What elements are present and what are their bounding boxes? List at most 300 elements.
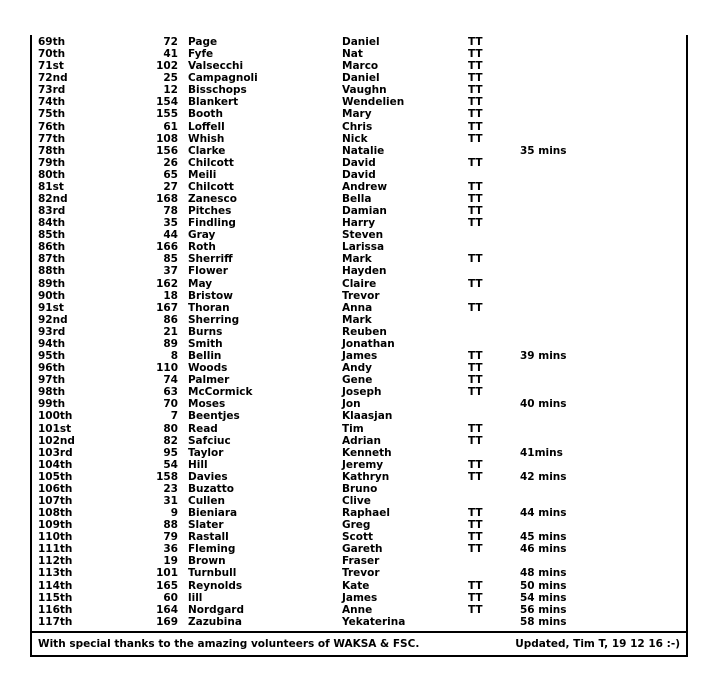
cell-surname: Hill xyxy=(188,458,208,471)
cell-time xyxy=(520,181,686,193)
cell-time: 42 mins xyxy=(520,470,567,483)
cell-time: 50 mins xyxy=(520,579,567,592)
cell-time xyxy=(520,96,686,108)
cell-position: 78th xyxy=(38,144,66,157)
cell-time xyxy=(520,314,686,326)
cell-surname: Reynolds xyxy=(188,579,243,592)
cell-race-number: 110 xyxy=(156,362,178,375)
cell-first-name: Anna xyxy=(342,301,373,314)
table-row xyxy=(32,229,686,241)
cell-time xyxy=(520,169,686,181)
cell-surname: Sherriff xyxy=(188,253,233,266)
cell-race-number: 164 xyxy=(156,603,178,616)
cell-tt-flag: TT xyxy=(468,217,483,230)
cell-race-number: 108 xyxy=(156,132,178,145)
table-row xyxy=(32,60,686,72)
cell-race-number: 25 xyxy=(163,72,178,85)
cell-race-number: 35 xyxy=(163,217,178,230)
table-footer xyxy=(32,631,686,657)
cell-gap xyxy=(178,483,188,495)
cell-tt-flag xyxy=(468,229,520,241)
cell-surname: Valsecchi xyxy=(188,60,244,73)
cell-surname: Palmer xyxy=(188,374,230,387)
cell-race-number: 85 xyxy=(163,253,178,266)
cell-surname: Brown xyxy=(188,555,226,568)
cell-position: 76th xyxy=(38,120,66,133)
cell-race-number: 60 xyxy=(163,591,178,604)
cell-position: 104th xyxy=(38,458,73,471)
cell-time xyxy=(520,495,686,507)
cell-tt-flag: TT xyxy=(468,96,483,109)
cell-first-name: Clive xyxy=(342,494,371,507)
table-row xyxy=(32,193,686,205)
cell-gap xyxy=(178,314,188,326)
table-row xyxy=(32,253,686,265)
cell-position: 84th xyxy=(38,217,66,230)
cell-first-name: Jon xyxy=(342,398,361,411)
table-row xyxy=(32,495,686,507)
cell-surname: Zanesco xyxy=(188,193,237,206)
table-row xyxy=(32,567,686,579)
cell-position: 106th xyxy=(38,482,73,495)
table-row xyxy=(32,181,686,193)
cell-time xyxy=(520,121,686,133)
cell-gap xyxy=(178,157,188,169)
cell-position: 97th xyxy=(38,374,66,387)
table-row xyxy=(32,133,686,145)
cell-first-name: Larissa xyxy=(342,241,385,254)
cell-surname: Findling xyxy=(188,217,236,230)
cell-tt-flag xyxy=(468,326,520,338)
cell-gap xyxy=(178,60,188,72)
cell-race-number: 79 xyxy=(163,531,178,544)
cell-first-name: Nick xyxy=(342,132,368,145)
cell-position: 109th xyxy=(38,519,73,532)
cell-first-name: Bella xyxy=(342,193,372,206)
cell-surname: Campagnoli xyxy=(188,72,258,85)
table-row xyxy=(32,157,686,169)
cell-race-number: 12 xyxy=(163,84,178,97)
cell-race-number: 167 xyxy=(156,301,178,314)
cell-first-name: Daniel xyxy=(342,72,380,85)
cell-race-number: 158 xyxy=(156,470,178,483)
cell-tt-flag: TT xyxy=(468,579,483,592)
cell-time: 56 mins xyxy=(520,603,567,616)
table-row xyxy=(32,519,686,531)
cell-time xyxy=(520,555,686,567)
cell-tt-flag: TT xyxy=(468,543,483,556)
cell-tt-flag: TT xyxy=(468,156,483,169)
cell-surname: Davies xyxy=(188,470,228,483)
cell-race-number: 72 xyxy=(163,36,178,48)
cell-position: 91st xyxy=(38,301,64,314)
cell-position: 79th xyxy=(38,156,66,169)
cell-gap xyxy=(178,193,188,205)
cell-position: 92nd xyxy=(38,313,68,326)
cell-gap xyxy=(178,133,188,145)
cell-first-name: Chris xyxy=(342,120,373,133)
cell-first-name: David xyxy=(342,168,376,181)
cell-race-number: 18 xyxy=(163,289,178,302)
cell-gap xyxy=(178,410,188,422)
cell-surname: Fleming xyxy=(188,543,236,556)
cell-tt-flag: TT xyxy=(468,205,483,218)
cell-first-name: Wendelien xyxy=(342,96,405,109)
cell-tt-flag: TT xyxy=(468,193,483,206)
cell-tt-flag: TT xyxy=(468,180,483,193)
cell-time xyxy=(520,253,686,265)
cell-race-number: 154 xyxy=(156,96,178,109)
cell-surname: Slater xyxy=(188,519,224,532)
cell-race-number: 162 xyxy=(156,277,178,290)
cell-time xyxy=(520,423,686,435)
cell-time xyxy=(520,386,686,398)
cell-surname: Bristow xyxy=(188,289,233,302)
cell-first-name: Natalie xyxy=(342,144,385,157)
cell-time xyxy=(520,374,686,386)
cell-race-number: 102 xyxy=(156,60,178,73)
cell-surname: Sherring xyxy=(188,313,240,326)
cell-tt-flag xyxy=(468,567,520,579)
cell-tt-flag: TT xyxy=(468,350,483,363)
cell-tt-flag xyxy=(468,616,520,628)
cell-gap xyxy=(178,495,188,507)
cell-position: 80th xyxy=(38,168,66,181)
results-table xyxy=(30,35,688,657)
cell-tt-flag: TT xyxy=(468,434,483,447)
cell-race-number: 21 xyxy=(163,325,178,338)
cell-surname: Page xyxy=(188,36,218,48)
cell-surname: Burns xyxy=(188,325,223,338)
cell-first-name: Nat xyxy=(342,48,363,61)
cell-surname: Nordgard xyxy=(188,603,244,616)
cell-tt-flag: TT xyxy=(468,603,483,616)
cell-time xyxy=(520,435,686,447)
cell-time xyxy=(520,48,686,60)
cell-gap xyxy=(178,253,188,265)
cell-surname: Booth xyxy=(188,108,223,121)
cell-position: 87th xyxy=(38,253,66,266)
cell-time xyxy=(520,290,686,302)
cell-tt-flag: TT xyxy=(468,374,483,387)
cell-gap xyxy=(178,374,188,386)
cell-gap xyxy=(178,459,188,471)
cell-time xyxy=(520,519,686,531)
table-row xyxy=(32,84,686,96)
cell-position: 116th xyxy=(38,603,73,616)
cell-race-number: 61 xyxy=(163,120,178,133)
cell-first-name: Daniel xyxy=(342,36,380,48)
cell-surname: Clarke xyxy=(188,144,226,157)
table-row xyxy=(32,543,686,555)
cell-time xyxy=(520,108,686,120)
cell-position: 69th xyxy=(38,36,66,48)
table-row xyxy=(32,398,686,410)
cell-tt-flag xyxy=(468,555,520,567)
cell-position: 113th xyxy=(38,567,73,580)
cell-race-number: 80 xyxy=(163,422,178,435)
cell-race-number: 95 xyxy=(163,446,178,459)
cell-position: 83rd xyxy=(38,205,66,218)
cell-gap xyxy=(178,543,188,555)
cell-time xyxy=(520,60,686,72)
cell-race-number: 101 xyxy=(156,567,178,580)
cell-race-number: 23 xyxy=(163,482,178,495)
cell-first-name: Reuben xyxy=(342,325,387,338)
cell-surname: Rastall xyxy=(188,531,229,544)
table-row xyxy=(32,314,686,326)
cell-surname: Chilcott xyxy=(188,156,234,169)
cell-surname: Gray xyxy=(188,229,216,242)
cell-tt-flag: TT xyxy=(468,253,483,266)
cell-time: 40 mins xyxy=(520,398,567,411)
table-row xyxy=(32,592,686,604)
cell-surname: Bisschops xyxy=(188,84,247,97)
cell-tt-flag: TT xyxy=(468,60,483,73)
table-row xyxy=(32,423,686,435)
cell-tt-flag: TT xyxy=(468,120,483,133)
cell-surname: Beentjes xyxy=(188,410,240,423)
cell-surname: Smith xyxy=(188,337,223,350)
cell-surname: Taylor xyxy=(188,446,224,459)
cell-gap xyxy=(178,398,188,410)
cell-tt-flag: TT xyxy=(468,422,483,435)
cell-time: 54 mins xyxy=(520,591,567,604)
table-row xyxy=(32,121,686,133)
table-row xyxy=(32,108,686,120)
table-row xyxy=(32,459,686,471)
cell-race-number: 7 xyxy=(170,410,178,423)
table-row xyxy=(32,507,686,519)
cell-time: 39 mins xyxy=(520,350,567,363)
cell-position: 74th xyxy=(38,96,66,109)
cell-race-number: 8 xyxy=(170,350,178,363)
cell-first-name: Mark xyxy=(342,313,372,326)
cell-position: 82nd xyxy=(38,193,68,206)
cell-first-name: Vaughn xyxy=(342,84,387,97)
table-row xyxy=(32,580,686,592)
cell-time: 46 mins xyxy=(520,543,567,556)
cell-gap xyxy=(178,48,188,60)
cell-first-name: Kenneth xyxy=(342,446,392,459)
table-row xyxy=(32,350,686,362)
cell-surname: Thoran xyxy=(188,301,230,314)
cell-gap xyxy=(178,350,188,362)
cell-surname: May xyxy=(188,277,213,290)
cell-first-name: Gene xyxy=(342,374,373,387)
cell-tt-flag xyxy=(468,265,520,277)
cell-first-name: Harry xyxy=(342,217,376,230)
table-row xyxy=(32,241,686,253)
cell-gap xyxy=(178,507,188,519)
cell-position: 77th xyxy=(38,132,66,145)
cell-tt-flag: TT xyxy=(468,108,483,121)
cell-race-number: 74 xyxy=(163,374,178,387)
cell-race-number: 26 xyxy=(163,156,178,169)
cell-tt-flag: TT xyxy=(468,458,483,471)
cell-first-name: James xyxy=(342,350,378,363)
cell-surname: Roth xyxy=(188,241,216,254)
cell-time xyxy=(520,36,686,48)
cell-gap xyxy=(178,302,188,314)
cell-tt-flag: TT xyxy=(468,301,483,314)
cell-first-name: Anne xyxy=(342,603,373,616)
cell-first-name: Damian xyxy=(342,205,387,218)
cell-tt-flag: TT xyxy=(468,519,483,532)
cell-tt-flag: TT xyxy=(468,531,483,544)
cell-position: 100th xyxy=(38,410,73,423)
cell-gap xyxy=(178,326,188,338)
cell-race-number: 70 xyxy=(163,398,178,411)
cell-gap xyxy=(178,229,188,241)
cell-first-name: Hayden xyxy=(342,265,387,278)
cell-gap xyxy=(178,36,188,48)
cell-position: 71st xyxy=(38,60,64,73)
table-row xyxy=(32,435,686,447)
cell-position: 107th xyxy=(38,494,73,507)
cell-position: 108th xyxy=(38,507,73,520)
table-row xyxy=(32,290,686,302)
table-row xyxy=(32,604,686,616)
cell-first-name: Claire xyxy=(342,277,377,290)
cell-race-number: 78 xyxy=(163,205,178,218)
cell-position: 72nd xyxy=(38,72,68,85)
cell-race-number: 63 xyxy=(163,386,178,399)
cell-position: 89th xyxy=(38,277,66,290)
cell-gap xyxy=(178,265,188,277)
cell-surname: lill xyxy=(188,591,203,604)
cell-race-number: 156 xyxy=(156,144,178,157)
cell-first-name: Andy xyxy=(342,362,372,375)
table-row xyxy=(32,36,686,48)
cell-surname: Chilcott xyxy=(188,180,234,193)
cell-gap xyxy=(178,278,188,290)
cell-first-name: Jeremy xyxy=(342,458,384,471)
cell-first-name: Gareth xyxy=(342,543,383,556)
cell-time xyxy=(520,459,686,471)
cell-surname: Blankert xyxy=(188,96,239,109)
cell-first-name: Greg xyxy=(342,519,371,532)
cell-race-number: 37 xyxy=(163,265,178,278)
table-row xyxy=(32,302,686,314)
table-row xyxy=(32,265,686,277)
cell-tt-flag: TT xyxy=(468,36,483,48)
cell-gap xyxy=(178,616,188,628)
cell-surname: Zazubina xyxy=(188,615,242,628)
cell-gap xyxy=(178,447,188,459)
cell-race-number: 168 xyxy=(156,193,178,206)
cell-tt-flag: TT xyxy=(468,72,483,85)
cell-first-name: Jonathan xyxy=(342,337,395,350)
cell-first-name: Trevor xyxy=(342,289,380,302)
table-row xyxy=(32,616,686,628)
table-row xyxy=(32,555,686,567)
table-row xyxy=(32,72,686,84)
cell-gap xyxy=(178,338,188,350)
cell-surname: McCormick xyxy=(188,386,253,399)
cell-gap xyxy=(178,108,188,120)
cell-gap xyxy=(178,423,188,435)
cell-surname: Meili xyxy=(188,168,217,181)
cell-tt-flag xyxy=(468,398,520,410)
cell-position: 95th xyxy=(38,350,66,363)
cell-tt-flag xyxy=(468,314,520,326)
cell-time xyxy=(520,217,686,229)
cell-race-number: 65 xyxy=(163,168,178,181)
cell-position: 117th xyxy=(38,615,73,628)
cell-position: 101st xyxy=(38,422,72,435)
cell-first-name: Kathryn xyxy=(342,470,390,483)
cell-tt-flag xyxy=(468,410,520,422)
cell-race-number: 41 xyxy=(163,48,178,61)
cell-first-name: Klaasjan xyxy=(342,410,393,423)
results-rows xyxy=(32,35,686,628)
table-row xyxy=(32,326,686,338)
cell-surname: Bellin xyxy=(188,350,222,363)
cell-race-number: 82 xyxy=(163,434,178,447)
cell-race-number: 166 xyxy=(156,241,178,254)
cell-tt-flag: TT xyxy=(468,48,483,61)
cell-position: 88th xyxy=(38,265,66,278)
cell-position: 112th xyxy=(38,555,73,568)
cell-first-name: Bruno xyxy=(342,482,378,495)
cell-gap xyxy=(178,241,188,253)
cell-first-name: Kate xyxy=(342,579,370,592)
cell-position: 115th xyxy=(38,591,73,604)
cell-surname: Fyfe xyxy=(188,48,214,61)
cell-surname: Pitches xyxy=(188,205,232,218)
cell-race-number: 88 xyxy=(163,519,178,532)
cell-position: 93rd xyxy=(38,325,66,338)
cell-time xyxy=(520,72,686,84)
cell-time xyxy=(520,278,686,290)
cell-tt-flag: TT xyxy=(468,132,483,145)
cell-tt-flag xyxy=(468,169,520,181)
table-row xyxy=(32,48,686,60)
cell-gap xyxy=(178,435,188,447)
cell-surname: Moses xyxy=(188,398,226,411)
cell-tt-flag: TT xyxy=(468,277,483,290)
cell-position: 105th xyxy=(38,470,73,483)
cell-gap xyxy=(178,121,188,133)
table-row xyxy=(32,447,686,459)
cell-position: 90th xyxy=(38,289,66,302)
table-row xyxy=(32,145,686,157)
cell-tt-flag: TT xyxy=(468,362,483,375)
table-row xyxy=(32,362,686,374)
cell-first-name: Joseph xyxy=(342,386,382,399)
cell-position: 111th xyxy=(38,543,73,556)
cell-first-name: Yekaterina xyxy=(342,615,406,628)
cell-race-number: 165 xyxy=(156,579,178,592)
cell-time xyxy=(520,410,686,422)
cell-gap xyxy=(178,181,188,193)
cell-tt-flag: TT xyxy=(468,386,483,399)
cell-gap xyxy=(178,555,188,567)
cell-position: 114th xyxy=(38,579,73,592)
cell-time: 45 mins xyxy=(520,531,567,544)
cell-tt-flag: TT xyxy=(468,470,483,483)
cell-race-number: 169 xyxy=(156,615,178,628)
cell-first-name: Scott xyxy=(342,531,374,544)
cell-gap xyxy=(178,290,188,302)
cell-first-name: Steven xyxy=(342,229,384,242)
table-row xyxy=(32,483,686,495)
cell-position: 110th xyxy=(38,531,73,544)
cell-gap xyxy=(178,362,188,374)
table-row xyxy=(32,338,686,350)
cell-surname: Flower xyxy=(188,265,228,278)
